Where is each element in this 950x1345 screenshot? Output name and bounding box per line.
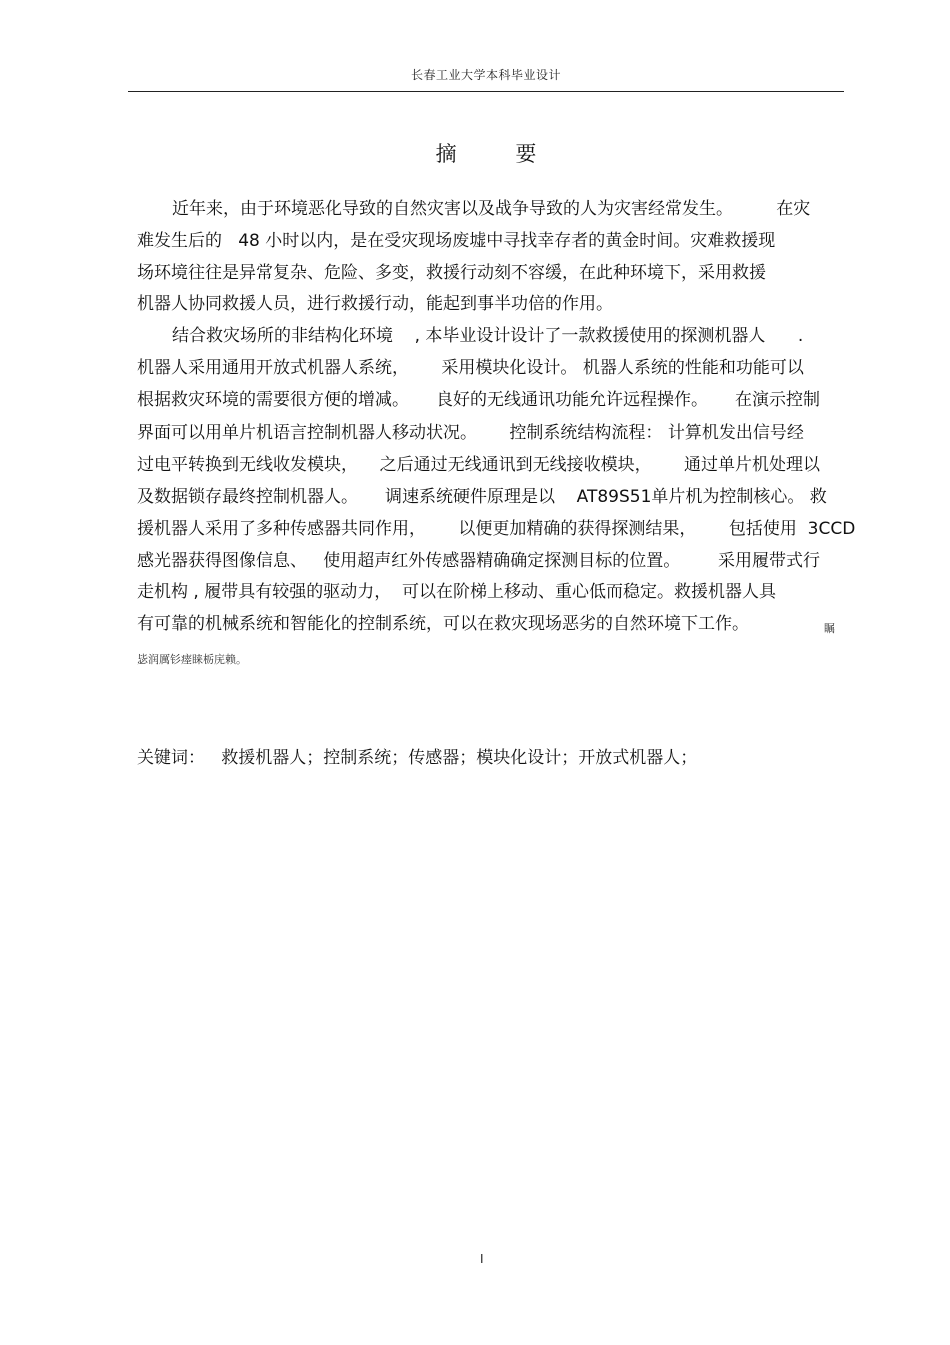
abstract-line: 场环境往往是异常复杂、危险、多变，救援行动刻不容缓，在此种环境下，采用救援 <box>137 263 766 283</box>
abstract-line: 难发生后的 48 小时以内，是在受灾现场废墟中寻找幸存者的黄金时间。灾难救援现 <box>137 231 776 251</box>
page-number: I <box>480 1252 484 1266</box>
garbled-line: 毖润厲钐瘗睐栃庑赖。 <box>137 653 247 666</box>
abstract-line: 有可靠的机械系统和智能化的控制系统，可以在救灾现场恶劣的自然环境下工作。 <box>137 614 749 634</box>
page-header: 长春工业大学本科毕业设计 <box>410 68 561 82</box>
abstract-line: 机器人采用通用开放式机器人系统， 采用模块化设计。 机器人系统的性能和功能可以 <box>137 358 804 378</box>
abstract-line: 近年来，由于环境恶化导致的自然灾害以及战争导致的人为灾害经常发生。 在灾 <box>172 199 811 219</box>
keywords-line: 关键词： 救援机器人；控制系统；传感器；模块化设计；开放式机器人； <box>137 748 698 768</box>
abstract-line: 走机构 , 履带具有较强的驱动力， 可以在阶梯上移动、重心低而稳定。救援机器人具 <box>137 582 777 602</box>
garbled-char: 瞩 <box>824 622 835 635</box>
abstract-line: 过电平转换到无线收发模块， 之后通过无线通讯到无线接收模块， 通过单片机处理以 <box>137 455 821 475</box>
abstract-line: 及数据锁存最终控制机器人。 调速系统硬件原理是以 AT89S51单片机为控制核心。 救 <box>137 487 827 507</box>
abstract-line: 感光器获得图像信息、 使用超声红外传感器精确确定探测目标的位置。 采用履带式行 <box>137 551 821 571</box>
abstract-line: 援机器人采用了多种传感器共同作用， 以便更加精确的获得探测结果， 包括使用 3CCD <box>137 519 856 539</box>
abstract-line: 界面可以用单片机语言控制机器人移动状况。 控制系统结构流程： 计算机发出信号经 <box>137 423 804 443</box>
header-rule <box>128 91 844 92</box>
page-title: 摘 要 <box>435 142 563 166</box>
abstract-line: 结合救灾场所的非结构化环境 , 本毕业设计设计了一款救援使用的探测机器人 . <box>172 326 804 346</box>
abstract-line: 根据救灾环境的需要很方便的增减。 良好的无线通讯功能允许远程操作。 在演示控制 <box>137 390 821 410</box>
abstract-line: 机器人协同救援人员，进行救援行动，能起到事半功倍的作用。 <box>137 294 613 314</box>
